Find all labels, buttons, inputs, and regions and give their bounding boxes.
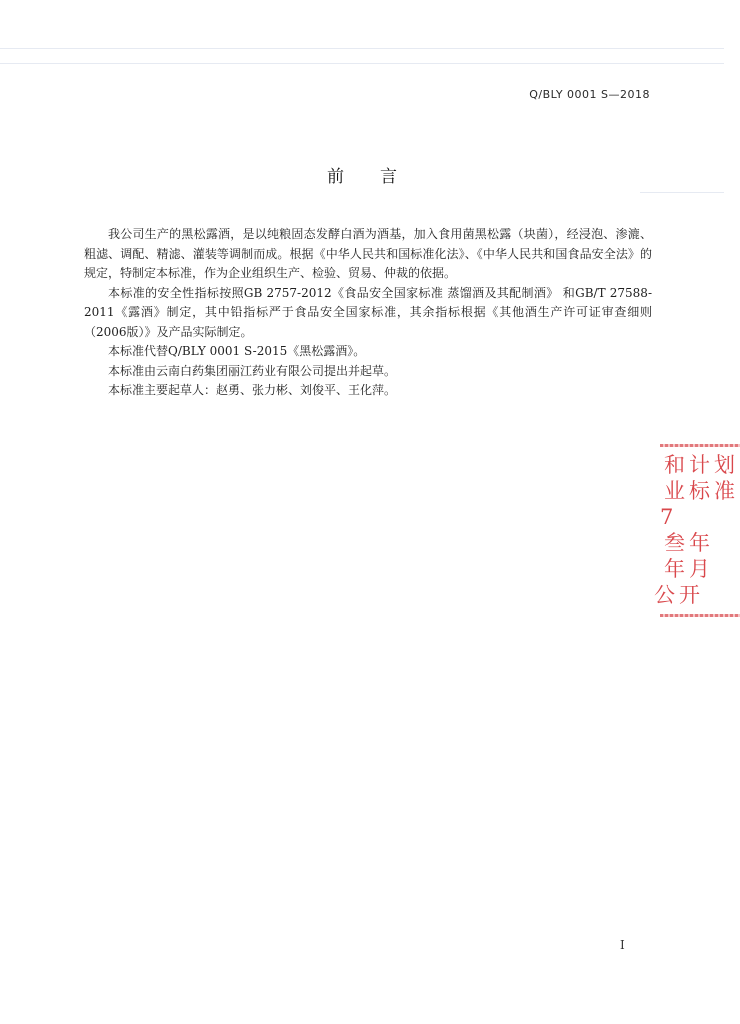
- page-title: 前言: [327, 167, 433, 187]
- seal-text-line: 叁年: [664, 531, 714, 555]
- paragraph-safety-indicators: 本标准的安全性指标按照GB 2757-2012《食品安全国家标准 蒸馏酒及其配制酒》 和GB/T 27588-2011《露酒》制定，其中铅指标严于食品安全国家标准，其余指标根据《其他酒生产许可证审查细则（2006版）》及产品实际制定。: [84, 285, 652, 339]
- document-body: [84, 225, 652, 401]
- scan-line-right: [640, 192, 724, 193]
- seal-border-top: [660, 444, 740, 447]
- document-code: Q/BLY 0001 S—2018: [529, 88, 650, 101]
- seal-border-bottom: [660, 614, 740, 617]
- scan-line-upper: [0, 63, 724, 64]
- seal-text-line: 年月: [664, 557, 714, 581]
- seal-text-line: 业标准: [664, 479, 739, 503]
- page-number: I: [620, 938, 625, 952]
- paragraph-drafters: 本标准主要起草人：赵勇、张力彬、刘俊平、王化萍。: [108, 383, 397, 397]
- official-seal: [654, 444, 739, 618]
- seal-text-line: 和计划: [664, 453, 739, 477]
- paragraph-replaces: 本标准代替Q/BLY 0001 S-2015《黑松露酒》。: [108, 344, 366, 358]
- paragraph-intro: 我公司生产的黑松露酒，是以纯粮固态发酵白酒为酒基，加入食用菌黑松露（块菌），经浸泡、渗漉、粗滤、调配、精滤、灌装等调制而成。根据《中华人民共和国标准化法》、《中华人民共和国食品安全法》的规定，特制定本标准，作为企业组织生产、检验、贸易、仲裁的依据。: [84, 227, 652, 280]
- scan-line-top: [0, 48, 724, 49]
- seal-text-line: 公开: [654, 583, 704, 607]
- paragraph-proposer: 本标准由云南白药集团丽江药业有限公司提出并起草。: [108, 363, 397, 378]
- seal-text-line: 7: [660, 505, 678, 529]
